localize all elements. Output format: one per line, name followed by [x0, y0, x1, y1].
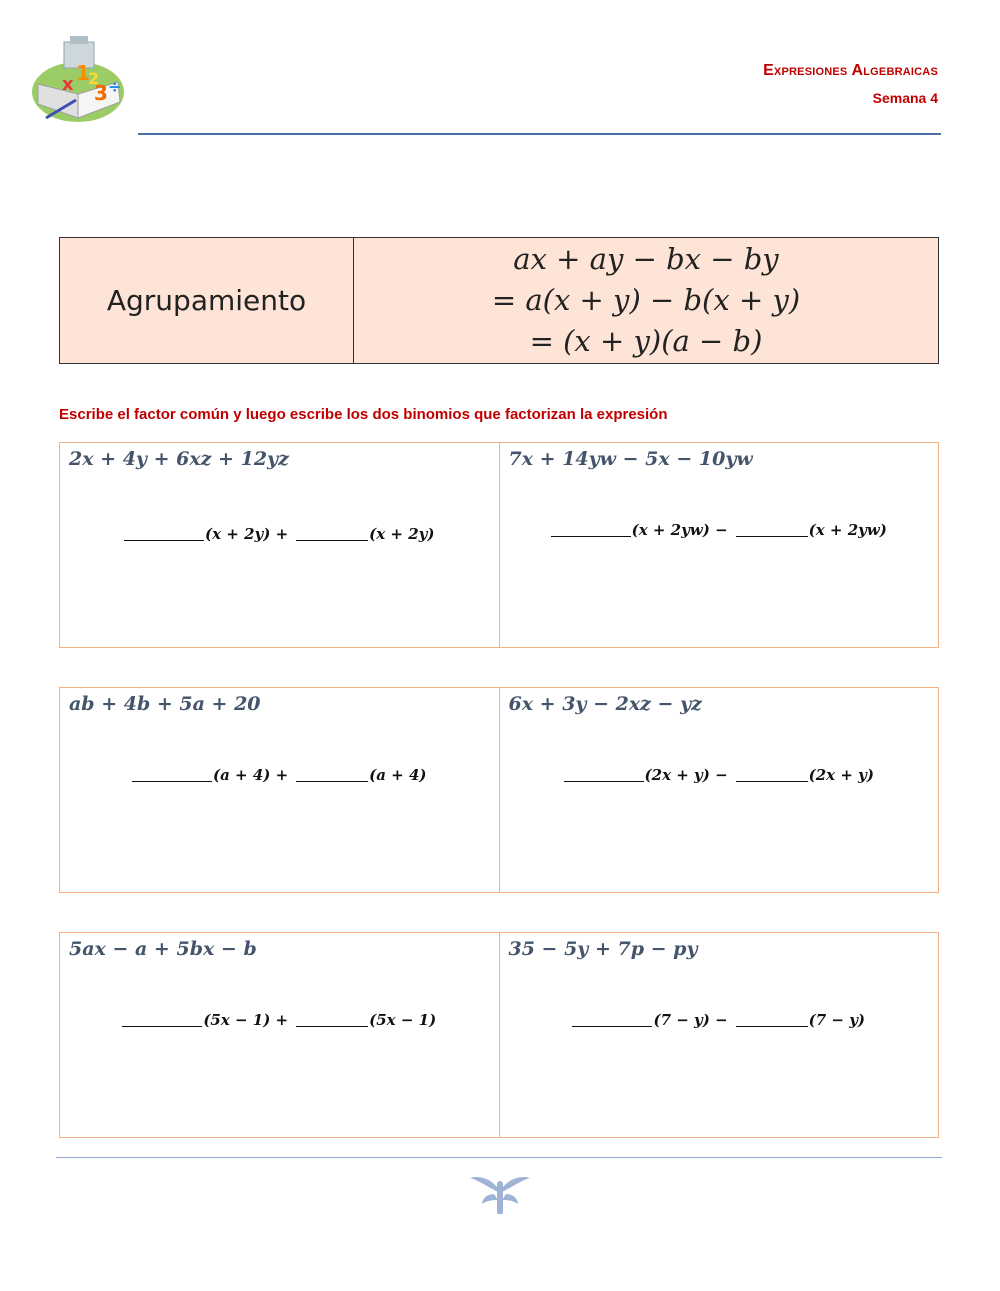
binomial-text: (x + 2y) [369, 525, 435, 543]
document-title: Expresiones Algebraicas [763, 62, 938, 79]
binomial-text: (7 − y) − [653, 1011, 728, 1029]
factor-blank[interactable] [122, 1026, 202, 1027]
factor-blank[interactable] [296, 540, 368, 541]
definition-label: Agrupamiento [60, 238, 354, 363]
svg-text:x: x [62, 74, 74, 95]
binomial-text: (2x + y) − [644, 766, 728, 784]
factor-blank[interactable] [572, 1026, 652, 1027]
svg-text:÷: ÷ [108, 77, 122, 96]
binomial-text: (5x − 1) + [203, 1011, 289, 1029]
factor-blank[interactable] [564, 781, 644, 782]
factor-blank[interactable] [296, 781, 368, 782]
exercise-cell [499, 443, 939, 647]
exercise-row [59, 442, 939, 648]
factor-blank[interactable] [551, 536, 631, 537]
factor-blank[interactable] [736, 1026, 808, 1027]
factor-blank[interactable] [736, 781, 808, 782]
svg-text:3: 3 [94, 81, 108, 105]
factor-blank[interactable] [736, 536, 808, 537]
factor-blank[interactable] [124, 540, 204, 541]
exercise-expression: 5ax − a + 5bx − b [69, 938, 257, 960]
definition-box [59, 237, 939, 364]
svg-text:1: 1 [76, 61, 90, 85]
binomial-text: (a + 4) + [212, 766, 289, 784]
header-divider [138, 133, 941, 135]
exercise-expression: ab + 4b + 5a + 20 [69, 693, 261, 715]
exercise-expression: 6x + 3y − 2xz − yz [508, 693, 702, 715]
binomial-text: (x + 2y) + [205, 525, 289, 543]
formula-line: ax + ay − bx − by [513, 242, 779, 276]
factor-blank[interactable] [296, 1026, 368, 1027]
binomial-text: (5x − 1) [369, 1011, 437, 1029]
answer-template [60, 525, 499, 543]
binomial-text: (7 − y) [808, 1011, 866, 1029]
answer-template [500, 766, 939, 784]
binomial-text: (x + 2yw) [808, 521, 887, 539]
exercise-expression: 7x + 14yw − 5x − 10yw [508, 448, 753, 470]
footer-divider [56, 1157, 942, 1158]
svg-text:2: 2 [88, 69, 100, 88]
formula-line: = a(x + y) − b(x + y) [491, 283, 801, 317]
answer-template [60, 766, 499, 784]
exercise-expression: 35 − 5y + 7p − py [508, 938, 698, 960]
factor-blank[interactable] [132, 781, 212, 782]
document-subtitle: Semana 4 [872, 90, 938, 106]
exercise-expression: 2x + 4y + 6xz + 12yz [69, 448, 289, 470]
exercise-cell [60, 688, 499, 892]
math-books-logo-icon [28, 34, 128, 130]
instruction-text: Escribe el factor común y luego escribe los dos binomios que factorizan la expresión [59, 406, 668, 423]
answer-template [60, 1011, 499, 1029]
exercise-row [59, 932, 939, 1138]
answer-template [500, 521, 939, 539]
formula-line: = (x + y)(a − b) [529, 324, 763, 358]
binomial-text: (a + 4) [369, 766, 427, 784]
definition-formula [354, 238, 938, 363]
exercise-row [59, 687, 939, 893]
answer-template [500, 1011, 939, 1029]
binomial-text: (x + 2yw) − [631, 521, 728, 539]
binomial-text: (2x + y) [808, 766, 874, 784]
exercise-cell [499, 933, 939, 1137]
exercise-cell [499, 688, 939, 892]
plant-sprout-icon [470, 1170, 530, 1214]
exercise-cell [60, 933, 499, 1137]
exercise-cell [60, 443, 499, 647]
